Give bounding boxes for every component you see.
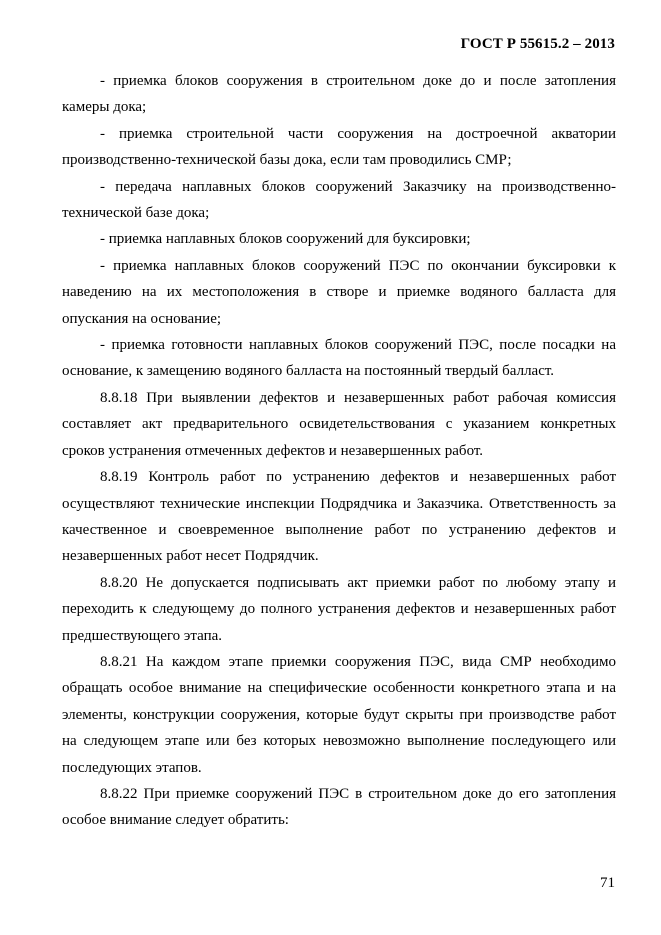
clause-8-8-19: 8.8.19 Контроль работ по устранению дефектов и незавершенных работ осуществляют технические инспекции Подрядчика и Заказчика. Ответственность за качественное и своевременное выполнение работ по устранению дефектов и незавершенных работ несет Подрядчик. [62,469,616,565]
clause-8-8-21: 8.8.21 На каждом этапе приемки сооружения ПЭС, вида СМР необходимо обращать особое внимание на специфические особенности конкретного этапа и на элементы, конструкции сооружения, которые будут скрыты при производстве работ на следующем этапе или без которых невозможно выполнение последующего или последующих этапов. [62,653,616,776]
list-item-after-towing: - приемка наплавных блоков сооружений ПЭС по окончании буксировки к наведению на их местоположения в створе и приемке водяного балласта для опускания на основание; [62,257,616,327]
list-item-towing-acceptance: - приемка наплавных блоков сооружений для буксировки; [100,231,471,248]
clause-8-8-18: 8.8.18 При выявлении дефектов и незавершенных работ рабочая комиссия составляет акт предварительного освидетельствования с указанием конкретных сроков устранения отмеченных дефектов и незавершенных работ. [62,389,616,459]
clause-8-8-20: 8.8.20 Не допускается подписывать акт приемки работ по любому этапу и переходить к следующему до полного устранения дефектов и незавершенных работ предшествующего этапа. [62,574,616,644]
clause-8-8-22: 8.8.22 При приемке сооружений ПЭС в строительном доке до его затопления особое внимание следует обратить: [62,785,616,829]
list-item-construction-acceptance: - приемка строительной части сооружения на достроечной акватории производственно-технической базы дока, если там проводились СМР; [62,125,616,169]
document-body [62,68,616,834]
list-item-transfer-to-customer: - передача наплавных блоков сооружений Заказчику на производственно-технической базе дока; [62,178,616,222]
list-item-dock-acceptance: - приемка блоков сооружения в строительном доке до и после затопления камеры дока; [62,73,616,116]
document-header: ГОСТ Р 55615.2 – 2013 [460,36,615,52]
list-item-ballast-replacement: - приемка готовности наплавных блоков сооружений ПЭС, после посадки на основание, к замещению водяного балласта на постоянный твердый балласт. [62,337,616,380]
page-number: 71 [600,875,615,891]
